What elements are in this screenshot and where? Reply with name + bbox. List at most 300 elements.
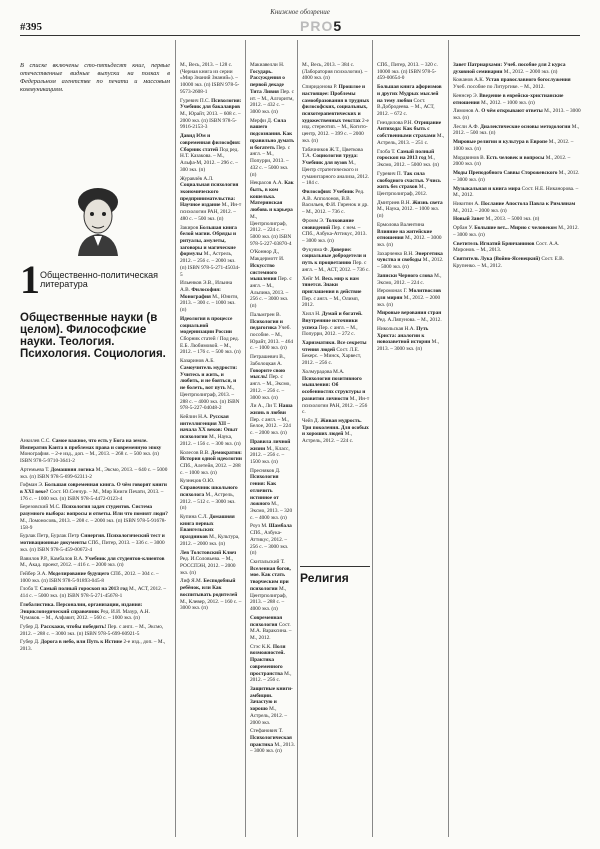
entry-author: Пресняков Д. (250, 467, 281, 474)
entry-title: Так сила свободного счастья. Учись жить без страхов (377, 170, 441, 191)
entry-details: СПб., 2012. – 304 с. – 1000 экз. (п) ISBN 978-5-91893-045-8 (20, 570, 159, 584)
entry-details: М., 2013. – 5000 экз. (п) (485, 216, 540, 223)
entry-title: Демократия: История одной идеологии (180, 449, 242, 463)
entry-author: Пальмгрен В. (250, 311, 281, 318)
entry-author: Захарченко В.Н. (377, 250, 414, 257)
entry-details: Учеб. пособие. – М., Юрайт, 2013. – 464 с. – 1000 экз. (п) (250, 325, 294, 352)
entry-details: Ред. А.Ляпунова. – М., 2012. (377, 317, 442, 324)
book-entry (377, 288, 445, 308)
entry-title: Путь Христа: аналогии к новозаветной истории (377, 325, 431, 346)
entry-title: Моды Преподобного Саввы Сторожевского (453, 170, 558, 177)
entry-title: Защитные книги-амбиции. Зачастую и хорошо (250, 685, 293, 713)
entry-title: Новый Завет (453, 216, 485, 223)
entry-author: Ермолова Валентина (377, 221, 425, 228)
entry-title: Самый полный гороскоп на 2013 год (377, 148, 435, 162)
entry-author: Кеннсер Э. (453, 92, 478, 99)
entry-author: Холмурадова М.А. (302, 368, 345, 375)
brand-post: 5 (333, 18, 343, 34)
book-entry (180, 578, 242, 612)
entry-author: Орбан У. (453, 225, 473, 232)
entry-details: М., Центрполиграф, 2013. – 288 с. – 4000 экз. (п) (250, 585, 287, 613)
entry-details: М., Наука, 2012. – 156 с. – 300 экз. (п) (180, 434, 241, 447)
entry-details: М., Класс, 2012. – 256 с. – 1500 экз. (п) (250, 445, 290, 465)
entry-details: М., 2012. – 2000 экз. (п) (503, 68, 558, 75)
entry-details: Сост. В.Добродеева. – М., АСТ, 2012. – 672 с. (377, 97, 435, 118)
entry-title: Живая мудрость. Три поколения. Для особых и хороших людей (302, 417, 369, 438)
entry-details: Пер. с англ. – М., Альпина, 2013. – 256 с. – 3000 экз. (п) (250, 276, 292, 310)
entry-title: Жизнь света (412, 199, 443, 206)
column-3 (250, 62, 295, 833)
book-entry (453, 124, 581, 137)
book-entry (180, 62, 242, 96)
entry-title: Прошлое и настоящее: Проблемы самообразования в трудных философских, социальных, психотерапевтических и художественных текстах (302, 84, 370, 124)
entry-details: М., 2012. – 3000 экз. (п) (453, 225, 579, 238)
entry-title: Психология гения: Как отличить истинное от ложного (250, 474, 279, 508)
entry-title: Шамбала (268, 523, 292, 530)
entry-title: Лев Толстовский Ключ (180, 549, 237, 556)
book-entry (377, 310, 445, 323)
entry-details: М., 2012. – 3000 экз. (п) (377, 235, 442, 248)
book-entry (377, 84, 445, 118)
book-entry (20, 533, 170, 553)
entry-author: Макиавелли Н. (250, 62, 285, 68)
entry-title: Психология задач студентов. Система разумного выбора: вопросы и ответы. Или что помнят люди? (20, 504, 168, 518)
book-entry (20, 639, 170, 652)
entry-title: Психологическая практика (250, 735, 292, 748)
religion-heading: Религия (300, 566, 370, 585)
book-entry (180, 450, 242, 477)
entry-title: Вселенная богов, мое. Как стать творческим при психологии (250, 565, 291, 592)
entry-author: Лиф Я.М. (180, 578, 203, 585)
book-entry (180, 176, 242, 223)
book-entry (453, 201, 581, 214)
entry-title: Философия: Учебник (302, 188, 354, 195)
entry-title: Домашняя логика (50, 466, 95, 473)
entry-details: Пер. с англ. – М., Попурри, 2013. – 432 с. – 5000 экз. (п) (250, 144, 291, 178)
entry-author: Гуревич П.С. (180, 97, 210, 104)
book-entry (377, 120, 445, 147)
entry-title: Давид Юм и современная философия: Сборник статей (180, 133, 241, 153)
book-entry (20, 467, 170, 480)
entry-details: М., Центр стратегического и гуманитарного анализа, 2012. – 184 с. (302, 160, 370, 187)
entry-details: М., Ин-т психологии РАН, 2012. – 480 с. – 500 экз. (п) (180, 202, 242, 222)
book-entry (377, 62, 445, 82)
book-entry (250, 180, 295, 247)
entry-details: М., АСТ, 2012. – 414 с. – 5000 экз. (п) ISBN 978-5-271-45678-1 (20, 586, 167, 600)
entry-details: М., 2012. – 3000 экз. (п) (453, 170, 580, 183)
entry-title: Глобалистика. Персоналии, организации, издания: Энциклопедический справочник (20, 601, 143, 615)
entry-details: Пер. с ит. – М., Алгоритм, 2012. – 432 с. – 3000 экз. (п) (250, 88, 295, 116)
column-divider (245, 40, 246, 837)
entry-title: Влияние на житейские отношения (377, 228, 432, 242)
column-divider (297, 40, 298, 837)
entry-author: Мордвинов В. (453, 154, 486, 161)
entry-title: Говорите свою мысль! (250, 367, 286, 381)
book-entry (302, 276, 370, 310)
entry-title: Самое важное, что есть у Бога на земле. Императив Канта в проблемах права и современную эпоху (20, 438, 162, 451)
intro-note: В списке включены сто-пятьдесят книг, первые отечественные видные выпуски на полках в Федеральном агентстве по печати и массовым коммуникациям. (20, 62, 170, 93)
book-entry (250, 249, 295, 309)
entry-details: М., 2012. – 2000 экз. (п) (377, 295, 441, 308)
entry-title: Молитвослов для мирян (377, 288, 441, 301)
section-label: Общественно-политическая литература (40, 270, 159, 290)
entry-details: Пер. с англ. – М., Олимп, 2012. (302, 295, 359, 309)
book-entry (180, 280, 242, 314)
book-entry (180, 225, 242, 279)
entry-title: Государь. Рассуждения о первой декаде Тита Ливия (250, 68, 285, 95)
entry-title: Энергетика чувства и свободы (377, 250, 443, 264)
entry-details: М., Эксмо, 2012. – 224 с. (377, 272, 442, 286)
entry-author: Ли А., Ли Т. (250, 403, 278, 410)
brand-logo (300, 18, 342, 34)
entry-details: 2-е изд., доп. – М., 2013. (20, 639, 166, 653)
entry-details: Учеб. пособие по Литургике. – М., 2012. (453, 84, 545, 91)
column-6 (453, 62, 581, 833)
book-entry (302, 147, 370, 187)
entry-title: Харизматики. Все секреты чтения людей (302, 340, 367, 353)
entry-details: М., Астрель, 2012. – 224 с. (302, 431, 354, 445)
entry-title: Современная психология (250, 614, 283, 628)
book-entry (250, 354, 295, 401)
entry-author: О'Коннор Д., Макдермотт И. (250, 249, 285, 263)
column-4 (302, 62, 370, 562)
entry-author: Роуз М. (250, 523, 268, 530)
entry-author: Журавлёв А.Л. (180, 175, 214, 182)
entry-details: Сост. Л.Е. Бекерс. – Минск, Харвест, 2012. – 256 с. (302, 346, 362, 367)
entry-details: СПб., Азбука-Аттикус, 2012. – 256 с. – 3000 экз. (п) (250, 530, 289, 557)
book-entry (453, 108, 581, 121)
entry-details: СПб., Алетейя, 2012. – 288 с. – 1000 экз. (п) (180, 462, 241, 476)
entry-details: М., 2012. – 256 с. (250, 670, 292, 684)
entry-title: Отрицание Антихода: Как быть с собственными страхами (377, 119, 442, 140)
column-divider (372, 40, 373, 837)
book-entry (453, 77, 581, 90)
entry-title: Как быть, в ком кошелька. Материнская любовь и карьера (250, 180, 294, 214)
entry-author: М., Весь, 2013. – 384 с. (302, 62, 355, 68)
entry-title: Психология: Учебник для бакалавров (180, 97, 242, 111)
entry-details: СПб., Питер, 2013. – 336 с. – 3000 экз. (п) ISBN 978-5-459-00672-4 (20, 540, 165, 553)
entry-author: Кейлин Н.А. (180, 413, 209, 420)
entry-author: Хилл Н. (302, 311, 321, 318)
entry-author: Березовский М.С. (20, 504, 61, 511)
entry-title: Домашняя книга первых Евангельских праздников (180, 514, 235, 541)
entry-details: Пер. с англ. – М., Попурри, 2012. – 272 с. (302, 324, 358, 338)
book-entry (20, 571, 170, 584)
book-entry (377, 251, 445, 271)
entry-details: М., 2013. – 3000 экз. (п) (250, 741, 295, 755)
entry-title: Искусство системного мышления (250, 262, 277, 283)
entry-title: Большая современная книга. О чём говорят книги в XXI веке? (20, 482, 167, 496)
entry-author: Казаринов А.Б. (180, 358, 215, 365)
entry-details: (Лаборатория психологии). – 4000 экз. (п) (302, 68, 368, 82)
entry-author: Купина С.Л. (180, 514, 208, 520)
book-entry (20, 624, 170, 637)
entry-title: Расскажи, чтобы победить! (40, 623, 107, 630)
entry-details: М., 2013. – 3000 экз. (п) (453, 108, 581, 122)
book-entry (377, 200, 445, 220)
entry-author: Чейз Д. (302, 417, 319, 424)
entry-title: Синергия. Психологический тест и мотивационные документы (20, 533, 165, 547)
entry-author: СПб., Питер, 2013. – 320 с. (377, 62, 438, 68)
entry-author: Лесли А.Ф. (453, 123, 479, 130)
entry-author: Гейбер Э.А. (20, 570, 47, 577)
section-heading (20, 257, 170, 307)
column-5 (377, 62, 445, 833)
entry-author: Стэс К.К. (250, 643, 272, 650)
entry-author: Кузнецов О.Ю. (180, 478, 215, 485)
entry-author: Ильенков Э.В., Ильина А.В. (180, 280, 233, 293)
entry-author: Скитальский Т. (250, 559, 285, 566)
entry-details: Сост. Н.Е. Никанорова. – М., 2012. (453, 185, 579, 199)
book-entry (453, 256, 581, 269)
entry-title: Психология и педагогика (250, 318, 283, 332)
entry-title: Послание Апостола Павла к Римлянам (480, 200, 576, 207)
entry-title: Мировые религии и культура в Европе (453, 139, 548, 146)
book-entry (453, 62, 581, 75)
entry-details: Сост. А.А. Миронов. – М., 2013. (453, 240, 560, 254)
running-title: Книжное обозрение (270, 8, 330, 16)
entry-details: (Черная книга из серии «Мир Знаний Знаний»). – 10000 экз. (п) ISBN 978-5-9573-2608-1 (180, 68, 240, 95)
book-entry (250, 439, 295, 466)
entry-author: Анкилев С.С. (20, 438, 51, 444)
entry-author: Гнездилова Р.Н. (377, 119, 413, 126)
book-entry (180, 514, 242, 548)
entry-details: М., 2013. – 3000 экз. (п) (377, 339, 440, 353)
entry-title: Сила вашего подсознания. Как правильно думать и богатеть (250, 117, 295, 151)
book-entry (453, 216, 581, 223)
entry-title: Музыкальная и книга мира (453, 185, 521, 192)
entry-details: М., Эксмо, 2013. – 640 с. – 5000 экз. (п) ISBN 978-5-699-62311-2 (20, 466, 168, 480)
book-entry (250, 62, 295, 116)
entry-details: М., Центрполиграф, 2012. – 224 с. – 5000 экз. (п) ISBN 978-5-227-03870-4 (250, 213, 292, 247)
entry-title: Большая книга афоризмов и других Мудрых мыслей на тему любви (377, 84, 442, 104)
entry-details: М., Наука, 2012. – 1000 экз. (п) (377, 206, 440, 220)
entry-title: Завет Патриархами: Учеб. пособие для 2 курса духовной семинарии (453, 62, 566, 75)
entry-title: Социальная психология экономического предпринимательства: Научное издание (180, 182, 239, 209)
book-entry (250, 559, 295, 613)
entry-details: Ред. И.И. Мазур, А.Н. Чумаков. – М., Алфавит, 2012. – 560 с. – 1000 экз. (п) (20, 608, 150, 622)
page-number: #395 (20, 21, 42, 33)
column-2 (180, 62, 242, 833)
entry-title: Святитель Лука (Войно-Ясенецкий) (453, 255, 541, 262)
book-entry (453, 186, 581, 199)
entry-details: 10000 экз. (п) ISBN 978-5-459-00654-0 (377, 68, 437, 82)
entry-author: Фромм Э. (302, 217, 325, 224)
book-entry (250, 403, 295, 437)
entry-author: Губер Д. (20, 639, 40, 646)
book-entry (20, 438, 170, 465)
entry-title: Большие вет... Мирно с человеком (474, 225, 557, 232)
book-entry (302, 189, 370, 216)
entry-title: Бесподобный ребёнок, или Как воспитывать родителей (180, 578, 238, 598)
entry-details: Пер. с англ. – М., АСТ, 2012. – 736 с. (302, 260, 370, 273)
book-entry (250, 644, 295, 684)
book-entry (20, 482, 170, 502)
book-entry (453, 170, 581, 183)
entry-author: Дмитриев В.Н. (377, 199, 411, 206)
entry-title: Моделирование будущего (48, 570, 110, 577)
portrait-illustration (70, 182, 126, 256)
entry-author: Иеромонах Г. (377, 288, 408, 295)
entry-title: Светитель Игнатий Брянчанинов (453, 240, 535, 247)
entry-details: Пер. с англ. – М., Эксмо, 2012. – 256 с. – 3000 экз. (п) (250, 374, 291, 401)
book-entry (250, 118, 295, 178)
entry-details: М., 2012. – 1000 экз. (п) (453, 139, 574, 152)
book-entry (302, 218, 370, 245)
entry-title: Психология позитивного мышления: Об особенностях структуры и развитии личности (302, 375, 366, 402)
entry-author: Гуревич П. (377, 170, 402, 177)
book-entry (250, 615, 295, 642)
book-entry (302, 369, 370, 416)
entry-details: М., Юнити, 2013. – 300 с. – 1000 экз. (п) (180, 293, 239, 314)
book-entry (20, 504, 170, 531)
book-entry (377, 273, 445, 286)
book-entry (180, 133, 242, 173)
entry-title: Толкование сновидений (302, 217, 354, 231)
entry-title: Русская интеллигенция XII – начала XX веков: Опыт психологии (180, 413, 238, 441)
brand-pre: PRO (300, 18, 334, 34)
entry-author: Вавилов Р.Р., Камбалов В.А. (20, 555, 84, 562)
entry-title: Мировые верования стран (377, 310, 442, 317)
entry-details: М., 2012. – 2000 экз. (п) (453, 207, 507, 214)
entry-details: М., Эксмо, 2012. – 5000 экз. (п) (377, 155, 439, 169)
entry-author: Колесов В.В. (180, 449, 210, 456)
column-divider (175, 40, 176, 837)
book-entry (250, 728, 295, 755)
book-entry (302, 84, 370, 144)
entry-author: Никитин А. (453, 200, 480, 207)
entry-details: М., Ломоносовъ, 2013. – 208 с. – 2000 экз. (п) ISBN 978-5-91678-158-9 (20, 517, 167, 531)
entry-details: М., Астрель, 2012. – 512 с. – 3000 экз. (п) (180, 491, 236, 512)
entry-title: Диалектические основы методологии (480, 123, 571, 130)
entry-details: М., Культура, 2012. – 2000 экз. (п) (180, 534, 240, 547)
entry-title: Учебник для студентов-клиентов (84, 555, 165, 562)
book-entry (302, 340, 370, 367)
section-number: 1 (20, 257, 40, 302)
book-entry (250, 523, 295, 557)
entry-details: М., Центрполиграф, 2012. (377, 184, 428, 197)
entry-title: Поля возможностей. Практика современного пространства (250, 643, 286, 677)
entry-author: Спиридонова Р. (302, 84, 338, 91)
entry-details: Ред. А.В. Апполонов, В.В. Васильев, Ф.И. Гиренок и др. – М., 2012. – 736 с. (302, 188, 369, 216)
entry-author: Глоба Т. (20, 586, 39, 593)
section-title: Общественные науки (в целом). Философские науки. Теология. Психология. Социология. (20, 312, 166, 361)
entry-title: Есть человек и вопросы (486, 154, 545, 161)
entry-details: 2-е изд. стереотип. – М., Когито-центр, 2012. – 399 с. – 2000 экз. (п) (302, 117, 369, 144)
book-entry (453, 225, 581, 238)
entry-details: Монография. – 2-е изд., доп. – М., 2013. – 268 с. – 500 экз. (п) ISBN 978-5-9710-3641-2 (20, 451, 159, 465)
entry-title: Большая книга белой магии. Обряды и ритуалы, амулеты, заговоры и магические формулы (180, 224, 237, 258)
book-entry (180, 550, 242, 577)
book-entry (250, 468, 295, 522)
book-entry (20, 586, 170, 599)
entry-author: Петрашевич В., Заболоцкая А. (250, 354, 286, 367)
entry-title: Доверие: социальные добродетели и путь к процветанию (302, 246, 367, 267)
entry-title: О чём открывают ответы (481, 108, 543, 115)
entry-title: Введение в еврейско-христианские отношения (453, 92, 564, 106)
book-entry (20, 602, 170, 622)
page-header (20, 18, 580, 36)
book-entry (180, 358, 242, 412)
entry-author: Мерфи Д. (250, 117, 273, 124)
book-entry (453, 139, 581, 152)
entry-details: М., Астрель, 2012. – 256 с. – 2000 экз. (п) ISBN 978-5-271-45034-5 (180, 251, 240, 278)
entry-author: Стефанович Т. (250, 728, 283, 735)
entry-author: Закиров (180, 224, 199, 231)
entry-title: Весь мир к нам тянется. Знаки приглашения в действие (302, 275, 362, 295)
entry-author: Глоба Т. (377, 148, 396, 155)
book-entry (250, 686, 295, 726)
book-entry (180, 478, 242, 512)
entry-title: Правила личной жизни (250, 438, 291, 452)
entry-details: Пер. с нем. – СПб., Азбука-Аттикус, 2013. – 3000 экз. (п) (302, 224, 367, 244)
entry-author: Лимонов А. (453, 108, 480, 115)
column-divider (448, 40, 449, 837)
book-entry (302, 311, 370, 338)
entry-title: Самоучитель мудрости: Учитесь и жить, и любить, и не бояться, и не болеть, вот путь (180, 364, 238, 392)
entry-author: Кожанов А.К. (453, 77, 485, 84)
entry-details: Пер. с англ. – М., Белое, 2012. – 224 с. – 2000 экз. (п) (250, 416, 291, 437)
entry-details: Сост. Ю.Сенчур. – М., Мир Книги Печати, 2013. – 176 с. – 1000 экз. (п) ISBN 978-5-4472-0123-4 (20, 489, 164, 502)
entry-details: М., 2012. – 1000 экз. (п) (481, 99, 535, 106)
entry-author: Артемьева Т. (20, 466, 50, 473)
entry-title: Справочник школьного психолога (180, 485, 238, 498)
entry-details: М., Эксмо, 2013. – 320 с. – 4000 экз. (п) (250, 501, 293, 521)
entry-author: Некрасов А.А. (250, 180, 283, 187)
entry-details: Сборник статей / Под ред. Е.Б. Любимовой. – М., 2012. – 176 с. – 500 экз. (п) (180, 336, 241, 356)
column-1 (20, 438, 170, 833)
entry-title: Думай и богатей. Внутренние источники успеха (302, 311, 363, 331)
entry-author: Хейг М. (302, 275, 321, 282)
entry-title: Философия: Монография (180, 287, 221, 300)
book-entry (20, 556, 170, 569)
entry-details: Под ред. Н.Т. Казакова. – М., Альфа-М, 2012. – 296 с. – 300 экз. (п) (180, 146, 239, 173)
entry-details: Сост. Е.В. Крупенко. – М., 2012. (453, 255, 565, 269)
entry-title: Дорога в небо, или Путь к Истине (40, 639, 123, 646)
entry-author: Табачников Ж.Т., Цветкова Т.А. (302, 146, 363, 160)
entry-details: Сост. М.А. Вараксина. – М., 2012. (250, 621, 292, 641)
book-entry (302, 418, 370, 445)
entry-author: Никольская Н.А. (377, 325, 415, 332)
entry-author: М., Весь, 2013. – 128 с. (180, 62, 233, 68)
book-entry (377, 222, 445, 249)
entry-title: Идеология в процессе социальной модернизации России (180, 315, 233, 336)
book-entry (377, 326, 445, 353)
entry-title: Наша жизнь в любви (250, 403, 293, 416)
entry-details: М., Юрайт, 2013. – 608 с. – 2000 экз. (п) ISBN 978-5-9916-2153-3 (180, 111, 241, 131)
book-entry (180, 98, 242, 132)
book-entry (377, 149, 445, 169)
book-entry (302, 247, 370, 274)
entry-author: Фукуяма Ф. (302, 246, 329, 253)
entry-details: М., 2012. – 2000 экз. (п) (453, 154, 571, 168)
entry-author: Бурлак Петр, Бурлак Петр (20, 533, 80, 540)
entry-details: М., Центрполиграф, 2013. – 288 с. – 4000 экз. (п) ISBN 978-5-227-04048-2 (180, 385, 240, 412)
entry-title: Устав православного богослужения (485, 77, 571, 84)
book-entry (377, 171, 445, 198)
book-entry (453, 241, 581, 254)
entry-details: М., Клевер, 2012. – 160 с. – 3000 экз. (п) (180, 598, 242, 612)
entry-title: Записки Черного слова (377, 272, 433, 279)
book-entry (453, 93, 581, 106)
entry-title: Самый полный гороскоп на 2013 год (39, 586, 128, 593)
book-entry (180, 316, 242, 356)
book-entry (453, 155, 581, 168)
entry-details: М., 2012. – 500 экз. (п) (453, 123, 580, 137)
entry-details: М., Астрель, 2013. – 251 с. (377, 133, 445, 146)
book-entry (250, 312, 295, 352)
entry-title: Социология труда: Учебник для вузов (302, 153, 358, 167)
